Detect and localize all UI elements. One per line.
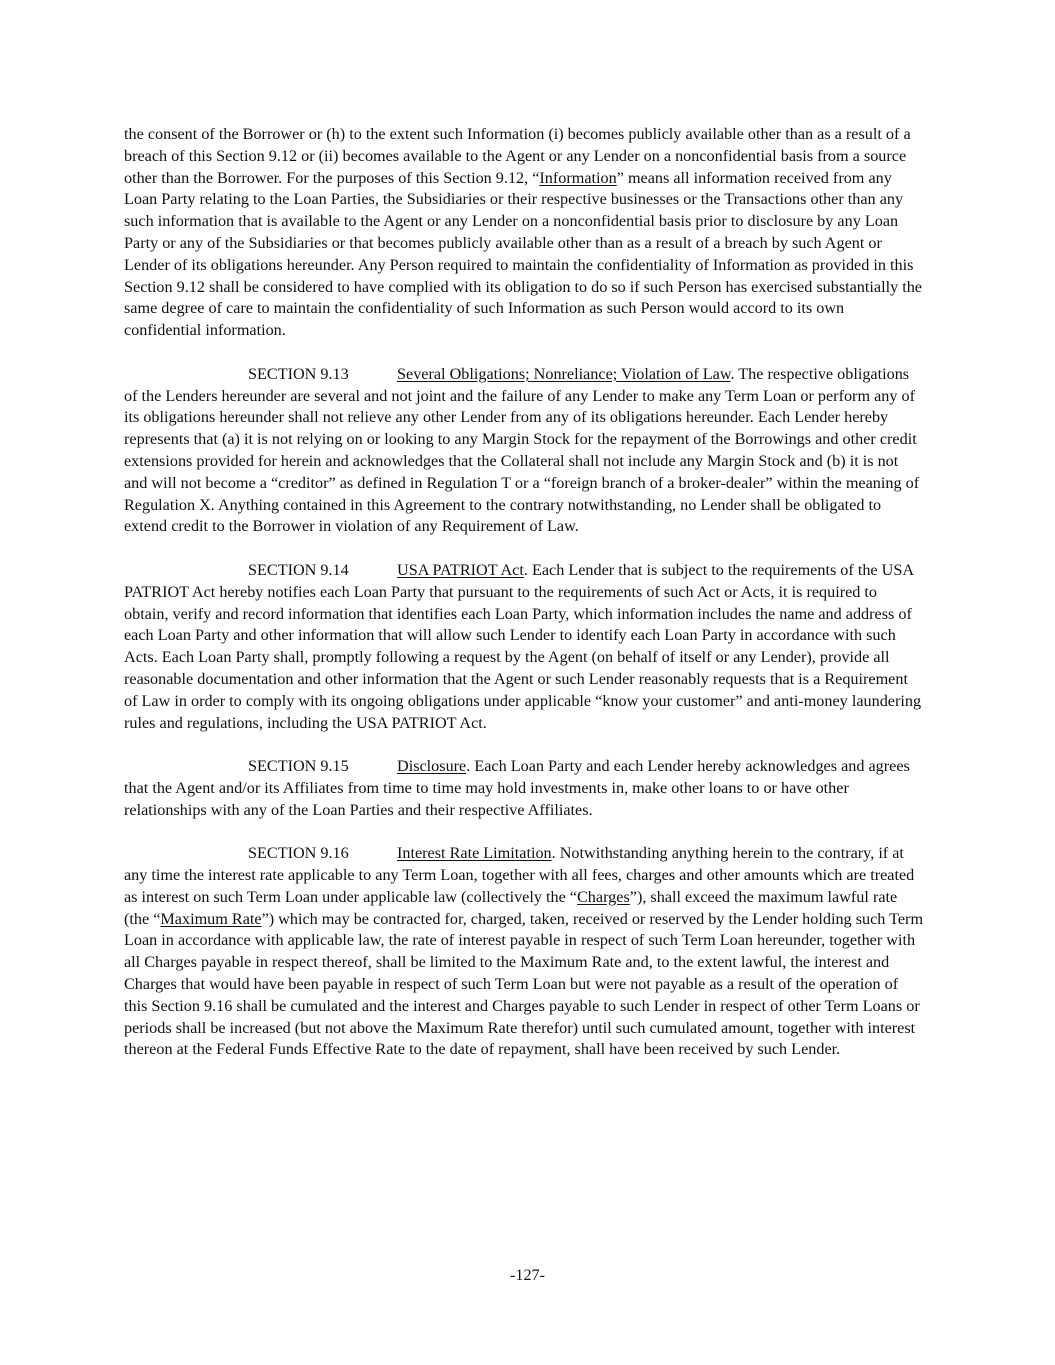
section-number: SECTION 9.16 (248, 844, 349, 863)
section-9-16 (124, 843, 924, 1061)
section-9-13 (124, 364, 924, 538)
section-body: . Each Lender that is subject to the requirements of the USA PATRIOT Act hereby notifies each Loan Party that pursuant to the requirements of such Act or Acts, it is required to obtain, verify and record information that identifies each Loan Party, which information includes the name and address of each Loan Party and other information that will allow such Lender to identify each Loan Party in accordance with such Acts. Each Loan Party shall, promptly following a request by the Agent (on behalf of itself or any Lender), provide all reasonable documentation and other information that the Agent or such Lender reasonably requests that is a Requirement of Law in order to comply with its ongoing obligations under applicable “know your customer” and anti-money laundering rules and regulations, including the USA PATRIOT Act. (124, 560, 922, 732)
section-body-1: . Notwithstanding anything herein to the contrary, if at any time the interest rate applicable to any Term Loan, together with all fees, charges and other amounts which are treated as interest on such Term Loan under applicable law (collectively the “ (124, 844, 915, 906)
section-number: SECTION 9.14 (248, 560, 349, 579)
section-body: . Each Loan Party and each Lender hereby acknowledges and agrees that the Agent and/or its Affiliates from time to time may hold investments in, make other loans to or have other relationships with any of the Loan Parties and their respective Affiliates. (124, 757, 910, 819)
defined-term-charges: Charges (577, 887, 630, 906)
section-body: . The respective obligations of the Lenders hereunder are several and not joint and the failure of any Lender to make any Term Loan or perform any of its obligations hereunder shall not relieve any other Lender from any of its obligations hereunder. Each Lender hereby represents that (a) it is not relying on or looking to any Margin Stock for the repayment of the Borrowings and other credit extensions provided for herein and acknowledges that the Collateral shall not include any Margin Stock and (b) it is not and will not become a “creditor” as defined in Regulation T or a “foreign branch of a broker-dealer” within the meaning of Regulation X. Anything contained in this Agreement to the contrary notwithstanding, no Lender shall be obligated to extend credit to the Borrower in violation of any Requirement of Law. (124, 364, 920, 536)
section-9-14 (124, 560, 924, 734)
defined-term-maximum-rate: Maximum Rate (160, 909, 262, 928)
intro-paragraph (124, 124, 924, 342)
section-title: Disclosure (397, 757, 467, 776)
section-title: Interest Rate Limitation (397, 844, 552, 863)
defined-term-information: Information (539, 168, 617, 187)
section-body-2: ”), shall exceed the maximum lawful rate (the “ (124, 887, 898, 928)
intro-text-2: ” means all information received from any Loan Party relating to the Loan Parties, the Subsidiaries or their respective businesses or the Transactions other than any such information that is available to the Agent or any Lender on a nonconfidential basis prior to disclosure by any Loan Party or any of the Subsidiaries or that becomes publicly available other than as a result of a breach by such Agent or Lender of its obligations hereunder. Any Person required to maintain the confidentiality of Information as provided in this Section 9.12 shall be considered to have complied with its obligation to do so if such Person has exercised substantially the same degree of care to maintain the confidentiality of such Information as such Person would accord to its own confidential information. (124, 168, 922, 340)
section-number: SECTION 9.15 (248, 757, 349, 776)
section-number: SECTION 9.13 (248, 364, 349, 383)
section-9-15 (124, 756, 924, 821)
section-title: USA PATRIOT Act (397, 560, 524, 579)
document-page (124, 124, 924, 1061)
section-body-3: ”) which may be contracted for, charged, taken, received or reserved by the Lender holding such Term Loan in accordance with applicable law, the rate of interest payable in respect of such Term Loan hereunder, together with all Charges payable in respect thereof, shall be limited to the Maximum Rate and, to the extent lawful, the interest and Charges that would have been payable in respect of such Term Loan but were not payable as a result of the operation of this Section 9.16 shall be cumulated and the interest and Charges payable to such Lender in respect of other Term Loans or periods shall be increased (but not above the Maximum Rate therefor) until such cumulated amount, together with interest thereon at the Federal Funds Effective Rate to the date of repayment, shall have been received by such Lender. (124, 909, 924, 1059)
section-title: Several Obligations; Nonreliance; Violation of Law (397, 364, 731, 383)
page-number: -127- (509, 1266, 546, 1284)
intro-text-1: the consent of the Borrower or (h) to the extent such Information (i) becomes publicly available other than as a result of a breach of this Section 9.12 or (ii) becomes available to the Agent or any Lender on a nonconfidential basis from a source other than the Borrower. For the purposes of this Section 9.12, “ (124, 125, 911, 187)
